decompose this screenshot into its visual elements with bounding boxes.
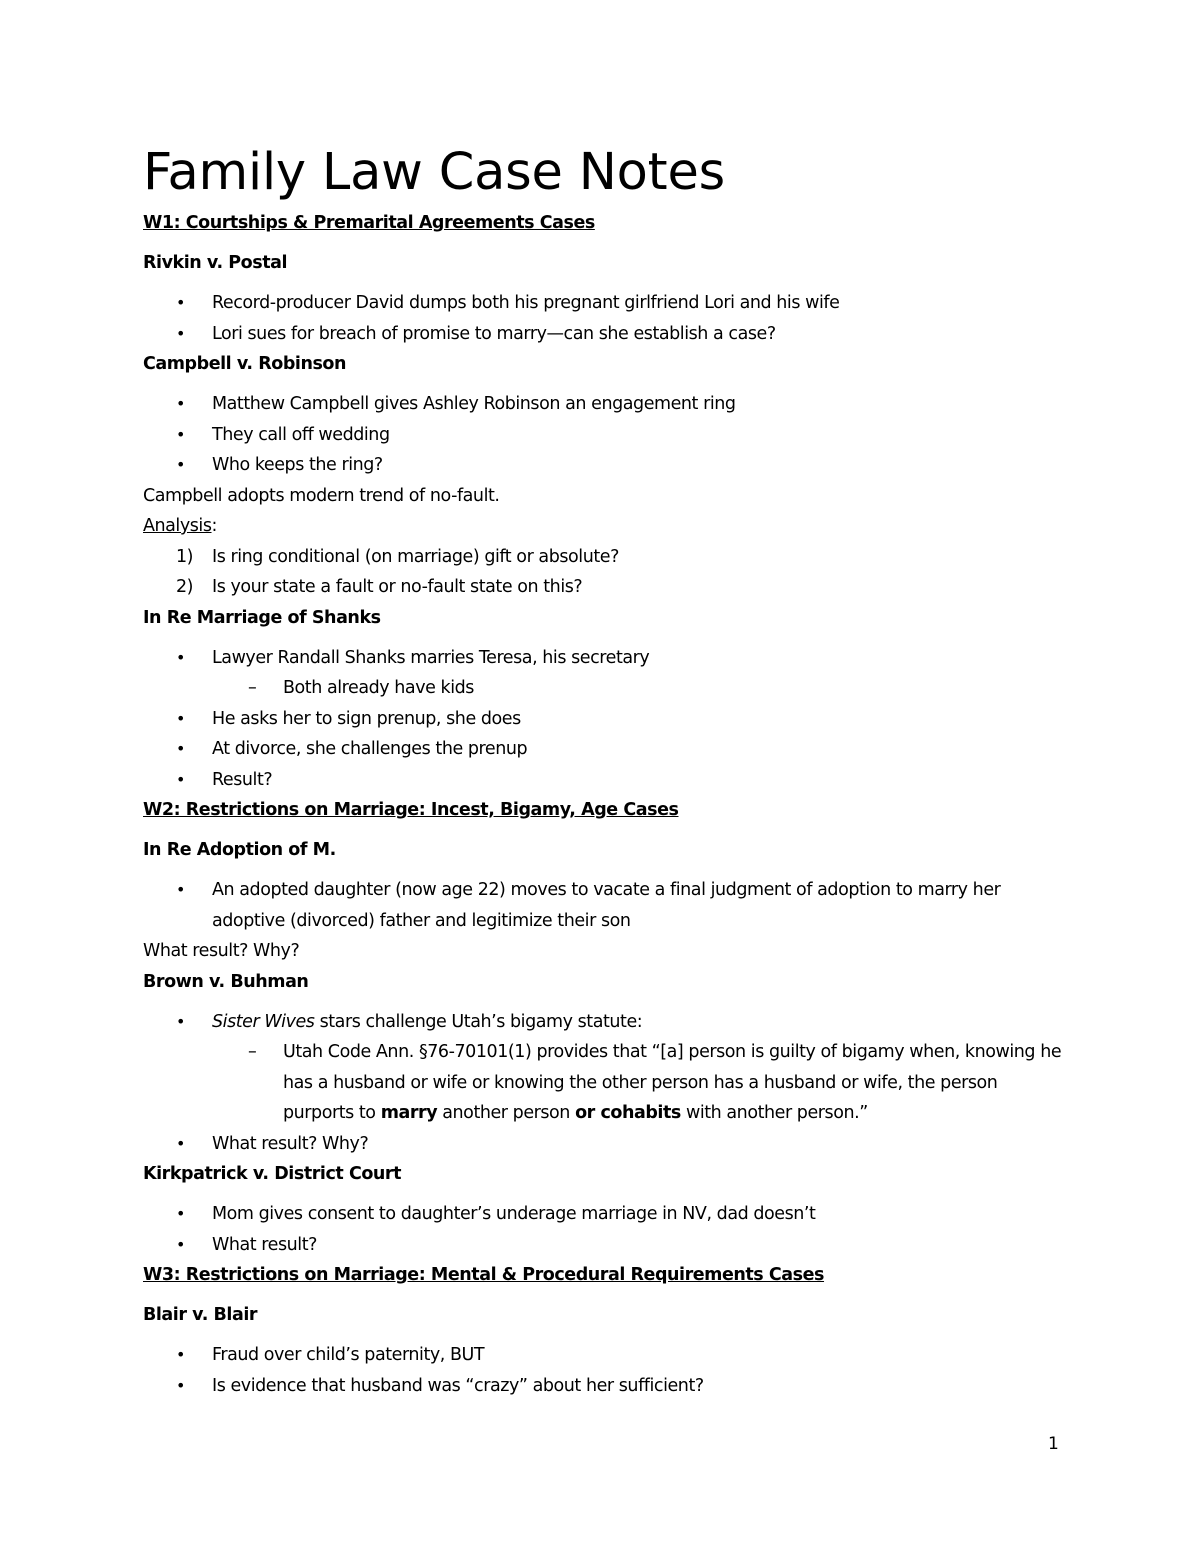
analysis-label-text: Analysis xyxy=(143,516,212,536)
list-item-text: stars challenge Utah’s bigamy statute: xyxy=(314,1011,643,1032)
list-item-text: Is ring conditional (on marriage) gift or absolute? xyxy=(212,546,619,567)
case-rivkin-v-postal: Rivkin v. Postal xyxy=(143,253,288,273)
week2-heading: W2: Restrictions on Marriage: Incest, Bigamy, Age Cases xyxy=(143,800,679,820)
list-item: • At divorce, she challenges the prenup xyxy=(143,734,1063,765)
brown-bullets xyxy=(143,1007,1063,1160)
list-item-text: Is your state a fault or no-fault state on this? xyxy=(212,577,583,597)
page-number: 1 xyxy=(1048,1434,1059,1454)
list-item: • Is evidence that husband was “crazy” about her sufficient? xyxy=(143,1371,1063,1402)
document-page xyxy=(143,140,1063,1401)
list-item: • Matthew Campbell gives Ashley Robinson an engagement ring xyxy=(143,389,1063,420)
statute-text: another person xyxy=(437,1103,576,1123)
blair-bullets xyxy=(143,1340,1063,1401)
adoption-bullets xyxy=(143,875,1063,936)
week3-heading: W3: Restrictions on Marriage: Mental & Procedural Requirements Cases xyxy=(143,1265,825,1285)
rivkin-bullets xyxy=(143,288,1063,349)
list-item: • Record-producer David dumps both his pregnant girlfriend Lori and his wife xyxy=(143,288,1063,319)
list-item: • They call off wedding xyxy=(143,420,1063,451)
sub-list-item: – Both already have kids xyxy=(143,673,1063,704)
adoption-note: What result? Why? xyxy=(143,941,300,961)
statute-text: with another person.” xyxy=(680,1103,868,1123)
list-item: • An adopted daughter (now age 22) moves to vacate a final judgment of adoption to marry her adoptive (divorced) father and legitimize their son xyxy=(143,875,1063,936)
shanks-sub-bullets xyxy=(212,673,1063,704)
list-item: • Mom gives consent to daughter’s underage marriage in NV, dad doesn’t xyxy=(143,1199,1063,1230)
kirkpatrick-bullets xyxy=(143,1199,1063,1260)
sub-list-item xyxy=(143,1037,1063,1129)
list-number: 2) xyxy=(176,577,194,597)
campbell-note: Campbell adopts modern trend of no-fault. xyxy=(143,485,500,506)
campbell-bullets xyxy=(143,389,1063,481)
list-item xyxy=(143,643,1063,704)
list-item: • Result? xyxy=(143,765,1063,796)
list-item: • Fraud over child’s paternity, BUT xyxy=(143,1340,1063,1371)
analysis-list xyxy=(143,542,1063,603)
week1-heading: W1: Courtships & Premarital Agreements Cases xyxy=(143,213,595,233)
list-item: • What result? xyxy=(143,1230,1063,1261)
statute-text: Utah Code Ann. §76-70101(1) provides that “[a] person is guilty of bigamy when, knowing he has a husband or wife or knowing the other person has a husband or wife, the person purports to xyxy=(283,1042,1062,1123)
analysis-colon: : xyxy=(211,516,217,536)
case-kirkpatrick-v-district-court: Kirkpatrick v. District Court xyxy=(143,1164,402,1184)
case-marriage-of-shanks: In Re Marriage of Shanks xyxy=(143,607,381,628)
statute-emphasis: or cohabits xyxy=(575,1103,681,1123)
case-blair-v-blair: Blair v. Blair xyxy=(143,1305,258,1325)
statute-emphasis: marry xyxy=(380,1103,438,1123)
list-item: • Who keeps the ring? xyxy=(143,450,1063,481)
shanks-bullets xyxy=(143,643,1063,796)
list-item-text: Lawyer Randall Shanks marries Teresa, his secretary xyxy=(212,647,650,668)
list-item xyxy=(143,542,1063,573)
show-title: Sister Wives xyxy=(212,1011,315,1032)
list-item xyxy=(143,572,1063,603)
list-item xyxy=(143,1007,1063,1129)
list-number: 1) xyxy=(176,546,194,567)
list-item: • He asks her to sign prenup, she does xyxy=(143,704,1063,735)
document-title: Family Law Case Notes xyxy=(143,143,726,202)
list-item: • What result? Why? xyxy=(143,1129,1063,1160)
case-campbell-v-robinson: Campbell v. Robinson xyxy=(143,354,346,374)
brown-sub-bullets xyxy=(212,1037,1063,1129)
analysis-label xyxy=(143,511,1063,542)
list-item: • Lori sues for breach of promise to marry—can she establish a case? xyxy=(143,319,1063,350)
case-brown-v-buhman: Brown v. Buhman xyxy=(143,971,309,992)
case-adoption-of-m: In Re Adoption of M. xyxy=(143,840,336,860)
